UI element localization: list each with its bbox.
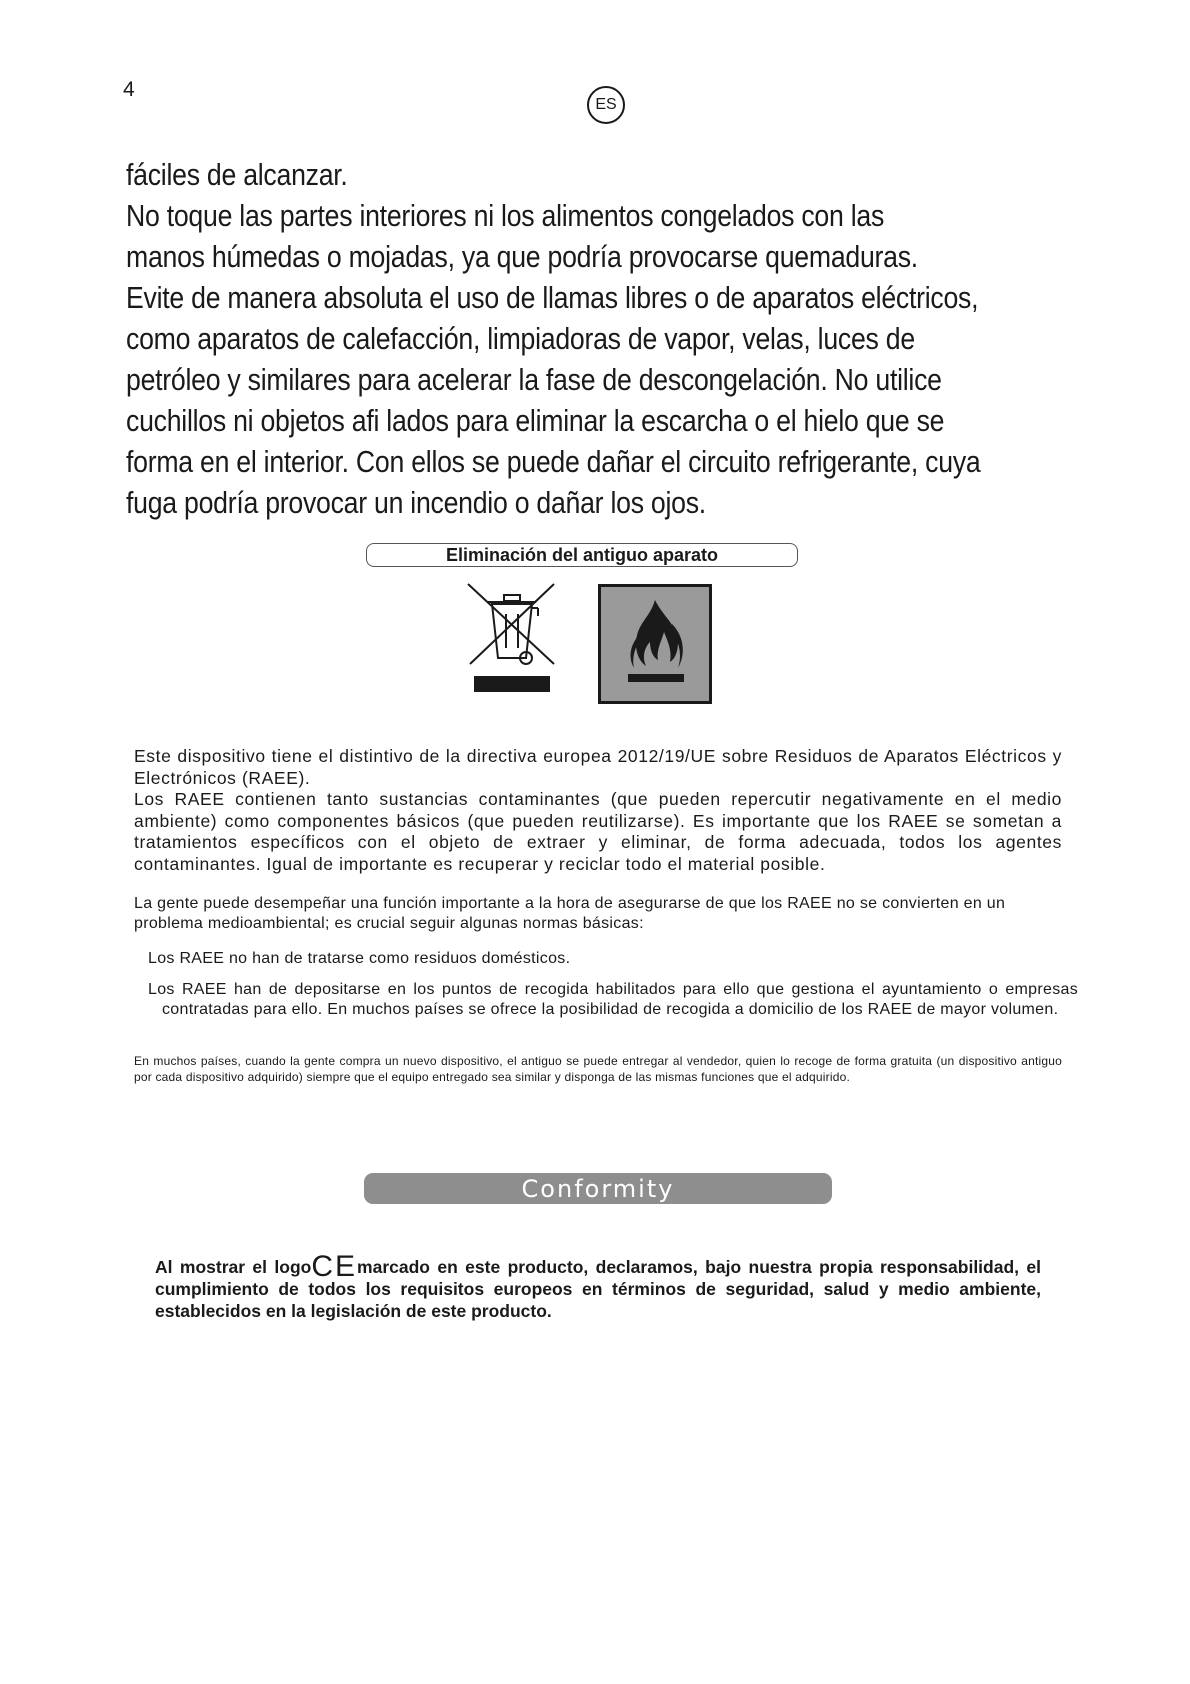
page-number: 4 xyxy=(123,78,135,101)
conformity-text-before: Al mostrar el logo xyxy=(155,1257,312,1277)
raee-rule-1: Los RAEE no han de tratarse como residuos domésticos. xyxy=(148,950,571,967)
ce-mark-logo: CE xyxy=(311,1250,358,1283)
conformity-text xyxy=(155,1250,1041,1322)
raee-rule-2: Los RAEE han de depositarse en los puntos de recogida habilitados para ello que gestiona el ayuntamiento o empresas contratadas para ello. En muchos países se ofrece la posibilidad de recogida a domicilio de los RAEE de mayor volumen. xyxy=(148,981,1078,1018)
section-title-disposal: Eliminación del antiguo aparato xyxy=(366,543,798,567)
flammable-fire-icon xyxy=(598,584,712,704)
section-title-conformity: Conformity xyxy=(364,1173,832,1204)
warning-paragraph: Evite de manera absoluta el uso de llamas libres o de aparatos eléctricos, como aparatos de calefacción, limpiadoras de vapor, velas, luces de petróleo y similares para acelerar la fase de descongelación. No utilice cuchillos ni objetos afi lados para eliminar la escarcha o el hielo que se forma en el interior. Con ellos se puede dañar el circuito refrigerante, cuya fuga podría provocar un incendio o dañar los ojos. xyxy=(126,280,981,520)
raee-paragraph-2: Los RAEE contienen tanto sustancias contaminantes (que pueden repercutir negativamente en el medio ambiente) como componentes básicos (que pueden reutilizarse). Es importante que los RAEE se sometan a tratamientos específicos con el objeto de extraer y eliminar, de forma adecuada, todos los agentes contaminantes. Igual de importante es recuperar y reciclar todo el material posible. xyxy=(134,789,1062,874)
raee-paragraph-3: La gente puede desempeñar una función importante a la hora de asegurarse de que los RAEE no se convierten en un problema medioambiental; es crucial seguir algunas normas básicas: xyxy=(134,895,1006,932)
warning-paragraph: fáciles de alcanzar. xyxy=(126,157,348,192)
warning-text xyxy=(126,154,1081,523)
raee-paragraphs xyxy=(134,746,1062,875)
raee-paragraph-1: Este dispositivo tiene el distintivo de la directiva europea 2012/19/UE sobre Residuos de Aparatos Eléctricos y Electrónicos (RAEE). xyxy=(134,746,1062,788)
language-badge: ES xyxy=(587,86,625,124)
warning-paragraph: No toque las partes interiores ni los alimentos congelados con las manos húmedas o mojadas, ya que podría provocarse quemaduras. xyxy=(126,198,918,274)
conformity-text-after: marcado en este producto, declaramos, bajo nuestra propia responsabilidad, el cumplimiento de todos los requisitos europeos en términos de seguridad, salud y medio ambiente, establecidos en la legislación de este producto. xyxy=(155,1257,1041,1321)
fineprint-text: En muchos países, cuando la gente compra un nuevo dispositivo, el antiguo se puede entregar al vendedor, quien lo recoge de forma gratuita (un dispositivo antiguo por cada dispositivo adquirido) siempre que el equipo entregado sea similar y disponga de las mismas funciones que el adquirido. xyxy=(134,1054,1062,1084)
crossed-out-wheelie-bin-icon xyxy=(466,582,558,692)
